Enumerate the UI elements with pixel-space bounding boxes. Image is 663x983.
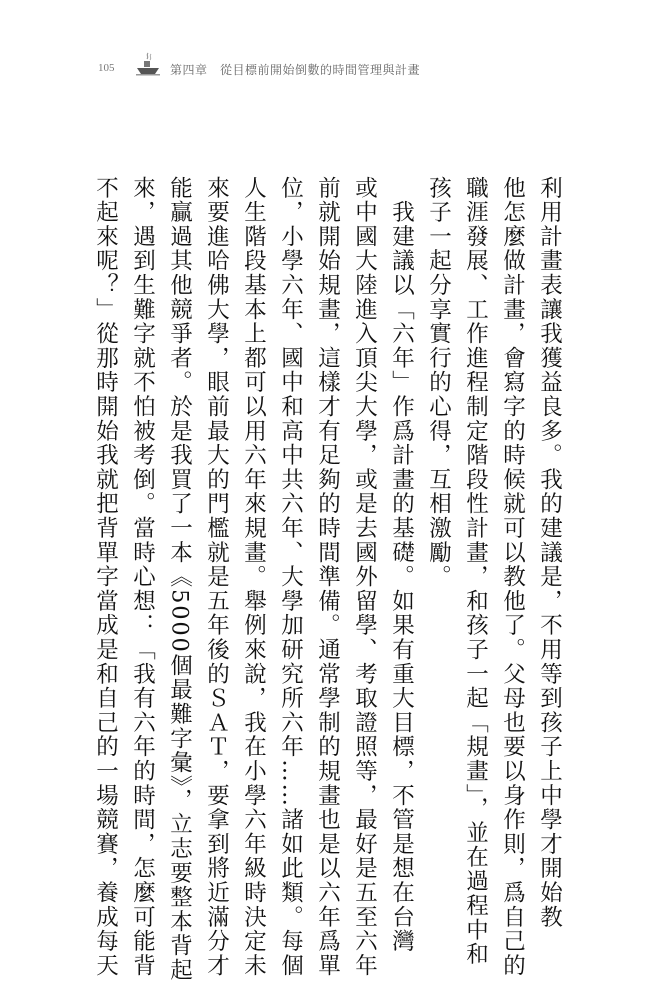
text-column: 人生階段基本上都可以用六年來規畫。舉例來說，我在小學六年級時決定未 — [240, 176, 267, 978]
page-header — [98, 58, 578, 88]
text-column: 孩子一起分享實行的心得，互相激勵。 — [425, 176, 452, 590]
text-column: 能贏過其他競爭者。於是我買了一本《5000個最難字彙》，立志要整本背起 — [166, 176, 193, 983]
body-text — [90, 176, 580, 983]
text-column: 不起來呢？」從那時開始我就把背單字當成是和自己的一場競賽，養成每天 — [92, 176, 119, 978]
text-column: 我建議以「六年」作爲計畫的基礎。如果有重大目標，不管是想在台灣 — [388, 176, 415, 954]
text-column: 他怎麼做計畫，會寫字的時候就可以教他了。父母也要以身作則，爲自己的 — [499, 176, 526, 978]
text-column: 來要進哈佛大學，眼前最大的門檻就是五年後的ＳＡＴ，要拿到將近滿分才 — [203, 176, 230, 978]
chapter-title: 第四章 從目標前開始倒數的時間管理與計畫 — [170, 63, 421, 77]
text-column: 利用計畫表讓我獲益良多。我的建議是，不用等到孩子上中學才開始教 — [536, 176, 563, 930]
text-column: 來，遇到生難字就不怕被考倒。當時心想：「我有六年的時間，怎麼可能背 — [129, 176, 156, 978]
boat-icon — [134, 50, 162, 78]
text-column: 職涯發展、工作進程制定階段性計畫，和孩子一起「規畫」，並在過程中和 — [462, 176, 489, 967]
page-number: 105 — [98, 62, 115, 74]
text-column: 或中國大陸進入頂尖大學，或是去國外留學、考取證照等，最好是五至六年 — [351, 176, 378, 978]
text-column: 前就開始規畫，這樣才有足夠的時間準備。通常學制的規畫也是以六年爲單 — [314, 176, 341, 978]
text-column: 位，小學六年、國中和高中共六年、大學加研究所六年……諸如此類。每個 — [277, 176, 304, 978]
